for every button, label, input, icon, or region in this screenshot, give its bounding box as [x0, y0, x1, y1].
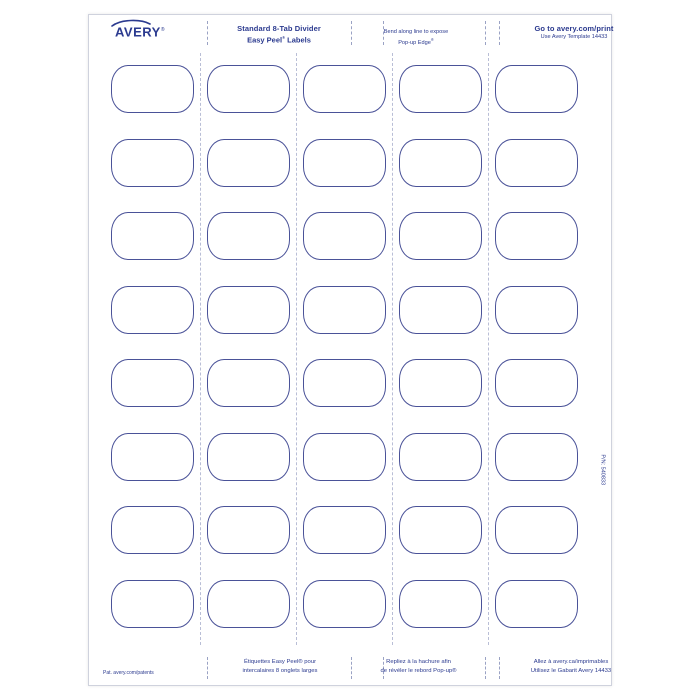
repliez-line1: Repliez à la hachure afin	[386, 659, 451, 665]
label-cell[interactable]	[399, 286, 482, 334]
label-cell[interactable]	[495, 286, 578, 334]
allez-note	[501, 658, 641, 675]
label-cell[interactable]	[495, 359, 578, 407]
print-url[interactable]: Go to avery.com/print	[534, 24, 614, 33]
patents-text: Pat. avery.com/patents	[103, 669, 154, 676]
label-cell[interactable]	[207, 359, 290, 407]
label-cell[interactable]	[111, 286, 194, 334]
popup-edge-text: Pop-up Edge	[398, 39, 431, 46]
header-divider-1	[207, 21, 208, 45]
label-cell[interactable]	[303, 506, 386, 554]
repliez-line2: de révéler le rebord Pop-up®	[380, 667, 457, 674]
etiquettes-note	[215, 658, 345, 675]
label-cell[interactable]	[303, 286, 386, 334]
label-cell[interactable]	[303, 139, 386, 187]
print-instruction	[509, 24, 639, 41]
label-cell[interactable]	[207, 506, 290, 554]
label-row	[111, 204, 591, 278]
product-title-line1: Standard 8-Tab Divider	[237, 24, 321, 33]
label-cell[interactable]	[495, 580, 578, 628]
footer-divider-5	[499, 657, 500, 679]
footer-divider-2	[351, 657, 352, 679]
allez-url[interactable]: Allez à avery.ca/imprimables	[533, 659, 609, 665]
label-sheet	[88, 14, 612, 686]
label-cell[interactable]	[207, 580, 290, 628]
label-cell[interactable]	[495, 65, 578, 113]
label-cell[interactable]	[303, 359, 386, 407]
label-cell[interactable]	[399, 212, 482, 260]
etiquettes-line2: intercalaires 8 onglets larges	[242, 667, 318, 674]
label-cell[interactable]	[399, 65, 482, 113]
label-row	[111, 572, 591, 646]
label-row	[111, 498, 591, 572]
label-cell[interactable]	[495, 212, 578, 260]
sheet-footer	[89, 649, 611, 685]
label-cell[interactable]	[495, 433, 578, 481]
footer-divider-4	[485, 657, 486, 679]
label-cell[interactable]	[111, 359, 194, 407]
product-title-line2	[219, 33, 339, 45]
avery-registered-mark: ®	[160, 27, 166, 33]
label-cell[interactable]	[111, 65, 194, 113]
popup-edge-registered-mark: ®	[430, 37, 434, 42]
label-cell[interactable]	[495, 506, 578, 554]
allez-template: Utilisez le Gabarit Avery 14433	[530, 667, 612, 674]
bend-instruction-line2	[361, 36, 471, 47]
easy-peel-text: Easy Peel	[247, 35, 283, 45]
header-divider-4	[485, 21, 486, 45]
avery-brand-text: AVERY	[114, 24, 161, 40]
labels-text: Labels	[287, 35, 311, 45]
label-cell[interactable]	[399, 433, 482, 481]
label-cell[interactable]	[207, 212, 290, 260]
template-number: Use Avery Template 14433	[540, 34, 608, 40]
label-cell[interactable]	[207, 139, 290, 187]
etiquettes-line1: Étiquettes Easy Peel® pour	[243, 659, 317, 665]
label-cell[interactable]	[303, 212, 386, 260]
patents-note	[103, 669, 193, 678]
label-row	[111, 57, 591, 131]
sheet-header	[89, 15, 614, 49]
label-cell[interactable]	[111, 580, 194, 628]
label-cell[interactable]	[207, 433, 290, 481]
label-row	[111, 278, 591, 352]
label-cell[interactable]	[207, 286, 290, 334]
header-divider-5	[499, 21, 500, 45]
label-cell[interactable]	[303, 433, 386, 481]
label-cell[interactable]	[399, 580, 482, 628]
label-cell[interactable]	[111, 139, 194, 187]
label-grid	[111, 57, 591, 645]
label-cell[interactable]	[399, 359, 482, 407]
label-row	[111, 351, 591, 425]
repliez-note	[361, 658, 476, 675]
label-cell[interactable]	[399, 506, 482, 554]
part-number-vertical: P/N: 540833	[600, 454, 606, 485]
header-divider-2	[351, 21, 352, 45]
bend-instruction	[361, 28, 471, 47]
label-row	[111, 131, 591, 205]
label-row	[111, 425, 591, 499]
product-title	[219, 24, 339, 45]
label-cell[interactable]	[111, 212, 194, 260]
label-cell[interactable]	[207, 65, 290, 113]
bend-instruction-line1: Bend along line to expose	[383, 29, 449, 35]
label-cell[interactable]	[303, 580, 386, 628]
label-cell[interactable]	[111, 506, 194, 554]
label-cell[interactable]	[495, 139, 578, 187]
avery-swoosh-icon	[111, 19, 151, 27]
footer-divider-1	[207, 657, 208, 679]
avery-logo	[107, 24, 173, 40]
label-cell[interactable]	[111, 433, 194, 481]
label-cell[interactable]	[399, 139, 482, 187]
easy-peel-registered-mark: ®	[282, 35, 286, 40]
label-cell[interactable]	[303, 65, 386, 113]
